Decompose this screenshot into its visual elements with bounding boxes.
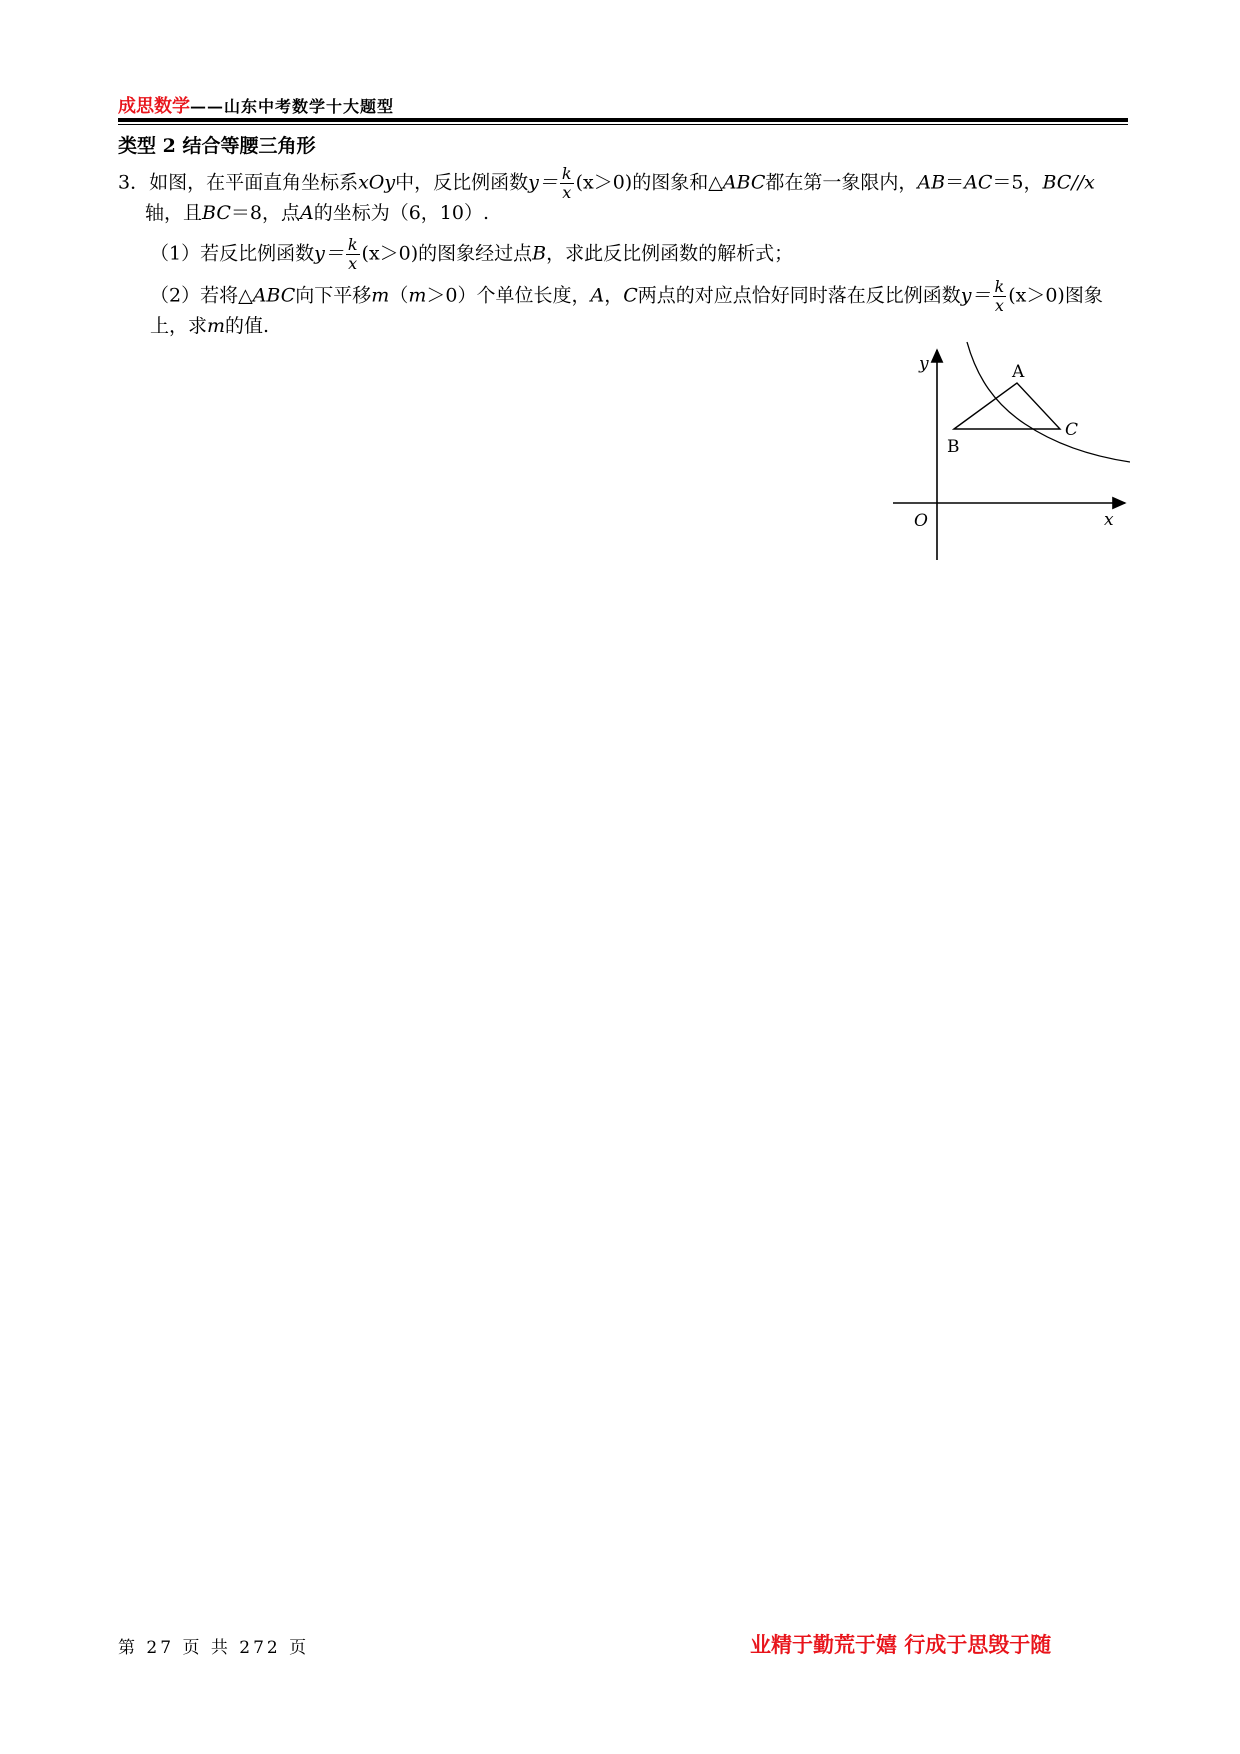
- q-text: 都在第一象限内，: [765, 171, 918, 194]
- q-text: ，求此反比例函数的解析式；: [546, 242, 794, 265]
- q-text: xOy: [358, 171, 396, 194]
- q-text: (x＞0)图象: [1008, 284, 1103, 307]
- q-text: ABC: [722, 171, 766, 194]
- q-text: BC: [202, 202, 231, 224]
- sub-question-2-cont: [150, 312, 269, 340]
- q-formula: y＝: [960, 284, 991, 307]
- q-text: ，: [604, 284, 624, 307]
- header-rule-thick: [118, 118, 1128, 122]
- q-text: (x＞0)的图象经过点: [361, 242, 533, 265]
- q-text: m: [371, 284, 390, 307]
- q-text: AC: [964, 171, 993, 194]
- frac-den: x: [562, 183, 572, 202]
- q-text: B: [532, 242, 547, 265]
- q-text: ＝8，点: [230, 202, 300, 224]
- frac-num: k: [561, 164, 572, 183]
- page-header: [118, 92, 394, 118]
- label-a: A: [1012, 362, 1025, 382]
- triangle-abc: [954, 383, 1060, 429]
- q-text: （1）若反比例函数: [150, 242, 315, 265]
- q-text: ＝: [945, 171, 965, 194]
- q-text: 的值.: [225, 315, 270, 337]
- q-text: 向下平移: [295, 284, 372, 307]
- brand-name: 成思数学: [118, 96, 190, 117]
- q-text: 轴，且: [145, 202, 203, 224]
- q-text: 中，反比例函数: [395, 171, 529, 194]
- q-text: 的坐标为（6，10）.: [313, 202, 490, 224]
- q-text: A: [590, 284, 605, 307]
- sub-question-1: [150, 236, 793, 273]
- sub-question-2: [150, 278, 1103, 315]
- question-line-1: [118, 165, 1095, 202]
- frac-den: x: [994, 296, 1004, 315]
- q-text: （2）若将△: [150, 284, 253, 307]
- q-formula: y＝: [528, 171, 558, 194]
- q-text: ABC: [252, 284, 296, 307]
- q-text: BC//x: [1042, 171, 1095, 194]
- footer-motto: 业精于勤荒于嬉 行成于思毁于随: [750, 1633, 1052, 1657]
- label-b: B: [947, 437, 960, 457]
- q-formula: y＝: [314, 242, 344, 265]
- q-text: m: [207, 315, 226, 337]
- frac-num: k: [347, 235, 358, 254]
- q-text: ＞0）个单位长度，: [426, 284, 591, 307]
- q-text: C: [623, 284, 638, 307]
- label-x: x: [1104, 510, 1114, 530]
- fraction-k-over-x: [560, 165, 574, 202]
- q-text: 两点的对应点恰好同时落在反比例函数: [637, 284, 961, 307]
- frac-num: k: [994, 277, 1005, 296]
- section-title: 类型 2 结合等腰三角形: [118, 135, 316, 157]
- label-c: C: [1065, 420, 1079, 440]
- q-text: m: [408, 284, 427, 307]
- header-subtitle: ——山东中考数学十大题型: [190, 97, 395, 116]
- q-text: ＝5，: [992, 171, 1043, 194]
- fraction-k-over-x: [346, 236, 360, 273]
- question-line-2: [145, 199, 489, 227]
- page-number: 第 27 页 共 272 页: [118, 1638, 310, 1658]
- label-o: O: [914, 511, 928, 531]
- q-text: 上，求: [150, 315, 208, 337]
- q-text: (x＞0)的图象和△: [575, 171, 723, 194]
- fraction-k-over-x: [993, 278, 1007, 315]
- frac-den: x: [348, 254, 358, 273]
- q-text: A: [299, 202, 314, 224]
- q-text: （: [389, 284, 409, 307]
- q-text: 3．如图，在平面直角坐标系: [118, 171, 359, 194]
- label-y: y: [919, 354, 929, 374]
- q-text: AB: [917, 171, 946, 194]
- coordinate-figure: [885, 338, 1130, 563]
- header-rule-thin: [118, 124, 1128, 125]
